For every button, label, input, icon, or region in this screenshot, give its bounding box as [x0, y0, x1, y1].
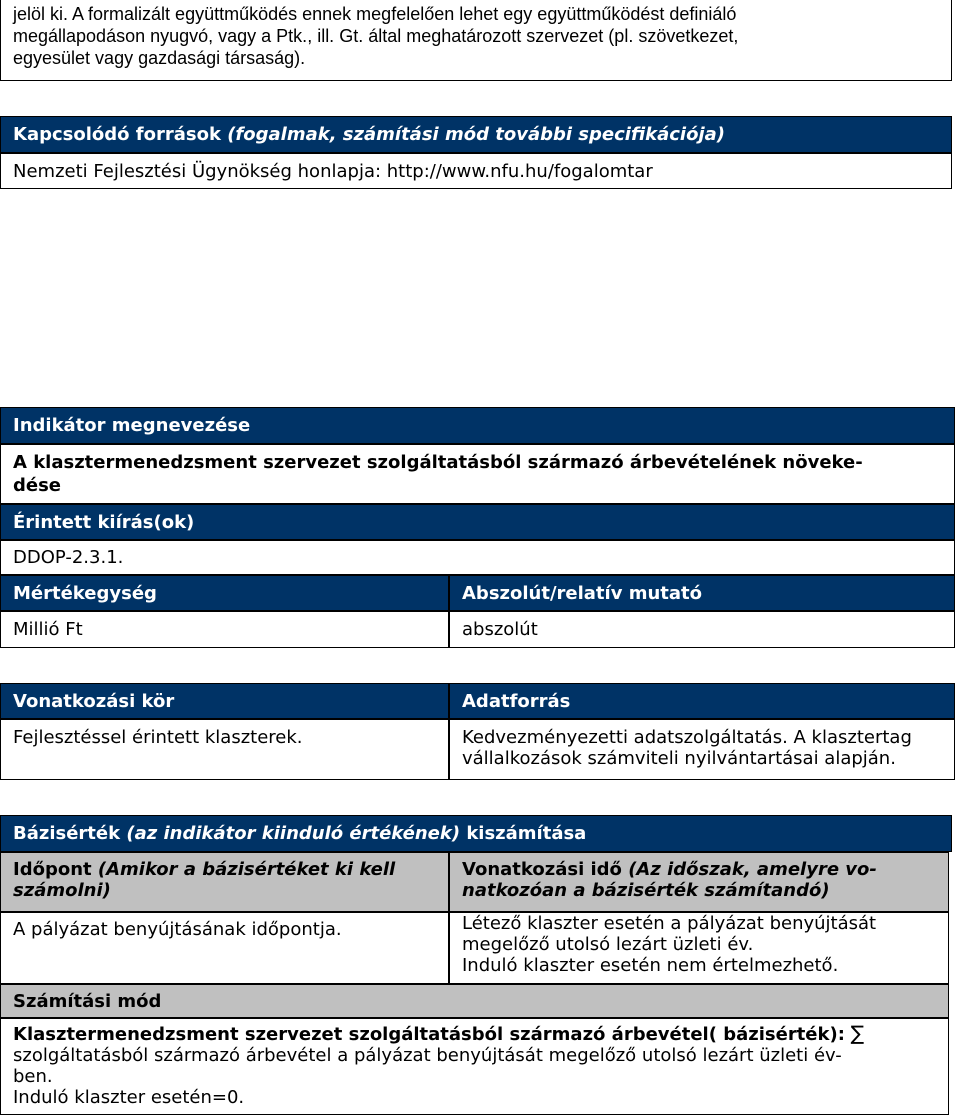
calc-method-line-4: Induló klaszter esetén=0. — [13, 1087, 245, 1108]
period-label-c: natkozóan a bázisérték számítandó) — [462, 880, 830, 901]
period-header — [449, 852, 949, 912]
calc-method-bold: Klasztermenedzsment szervezet szolgáltatásból származó árbevétel( bázisérték): — [13, 1024, 845, 1045]
affected-calls-label: Érintett kiírás(ok) — [13, 511, 195, 533]
related-sources-row — [0, 153, 952, 189]
calc-method-line-2: szolgáltatásból származó árbevétel a pályázat benyújtását megelőző utolsó lezárt üzleti év- — [13, 1045, 842, 1066]
absrel-row — [449, 611, 955, 648]
related-header-plain: Kapcsolódó források — [13, 124, 228, 145]
intro-line-2: megállapodáson nyugvó, vagy a Ptk., ill. Gt. által meghatározott szervezet (pl. szövetkezet, — [13, 26, 739, 46]
time-label-b: (Amikor a bázisértéket ki kell — [97, 859, 396, 880]
time-value: A pályázat benyújtásának időpontja. — [13, 919, 342, 940]
absrel-value: abszolút — [462, 619, 538, 640]
related-sources-text: Nemzeti Fejlesztési Ügynökség honlapja: http://www.nfu.hu/fogalomtar — [13, 160, 653, 182]
time-point-header — [0, 852, 449, 912]
period-line-2: megelőző utolsó lezárt üzleti év. — [462, 934, 754, 955]
time-point-row — [0, 912, 449, 984]
data-source-header — [449, 683, 955, 719]
base-value-header — [0, 815, 952, 852]
indicator-name-line-1: A klasztermenedzsment szervezet szolgáltatásból származó árbevételének növeke- — [13, 452, 863, 473]
time-label-c: számolni) — [13, 880, 111, 901]
intro-line-1: jelöl ki. A formalizált együttműködés ennek megfelelően lehet egy együttműködést definiáló — [13, 4, 737, 24]
absrel-header — [449, 575, 955, 611]
intro-box — [0, 0, 952, 81]
unit-label: Mértékegység — [13, 582, 157, 604]
indicator-name-row — [0, 444, 955, 504]
calc-method-line-3: ben. — [13, 1066, 53, 1087]
data-source-line-1: Kedvezményezetti adatszolgáltatás. A klasztertag — [462, 727, 912, 748]
base-header-c: kiszámítása — [460, 823, 587, 844]
calc-method-row — [0, 1018, 949, 1115]
intro-line-3: egyesület vagy gazdasági társaság). — [13, 48, 306, 68]
indicator-name-header — [0, 407, 955, 444]
period-label-b: (Az időszak, amelyre vo- — [628, 859, 877, 880]
indicator-name-line-2: dése — [13, 475, 62, 496]
sigma-symbol: ∑ — [850, 1021, 865, 1045]
calc-method-header — [0, 984, 949, 1018]
unit-value: Millió Ft — [13, 619, 83, 640]
affected-calls-header — [0, 504, 955, 540]
calc-method-label: Számítási mód — [13, 990, 162, 1012]
absrel-label: Abszolút/relatív mutató — [462, 582, 703, 604]
period-row — [449, 912, 949, 984]
period-line-1: Létező klaszter esetén a pályázat benyújtását — [462, 913, 877, 934]
unit-header — [0, 575, 449, 611]
time-label-a: Időpont — [13, 859, 98, 880]
affected-calls-row — [0, 540, 955, 575]
scope-value: Fejlesztéssel érintett klaszterek. — [13, 727, 303, 748]
scope-header — [0, 683, 449, 719]
scope-label: Vonatkozási kör — [13, 690, 175, 712]
base-header-a: Bázisérték — [13, 823, 127, 844]
related-sources-header — [0, 116, 952, 153]
scope-row — [0, 719, 449, 780]
data-source-line-2: vállalkozások számviteli nyilvántartásai alapján. — [462, 748, 896, 769]
unit-row — [0, 611, 449, 648]
data-source-label: Adatforrás — [462, 690, 571, 712]
base-header-b: (az indikátor kiinduló értékének) — [126, 823, 461, 844]
affected-calls-value: DDOP-2.3.1. — [13, 547, 124, 568]
related-header-italic: (fogalmak, számítási mód további specifikációja) — [227, 124, 725, 145]
period-label-a: Vonatkozási idő — [462, 859, 629, 880]
data-source-row — [449, 719, 955, 780]
indicator-name-label: Indikátor megnevezése — [13, 415, 251, 436]
period-line-3: Induló klaszter esetén nem értelmezhető. — [462, 955, 839, 976]
